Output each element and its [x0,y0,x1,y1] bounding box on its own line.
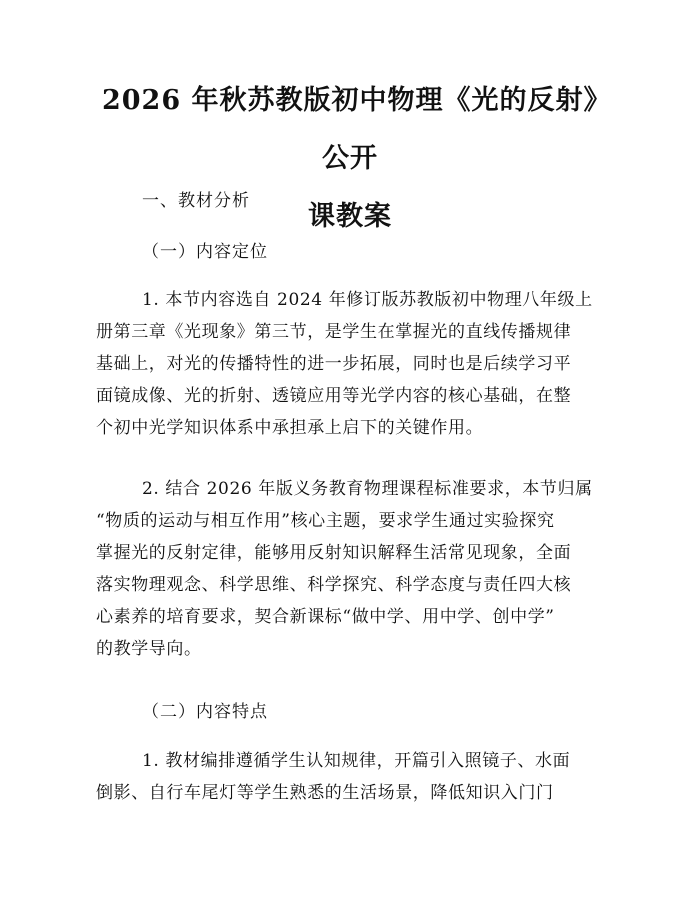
paragraph-2-line: 的教学导向。 [96,639,202,659]
paragraph-3-line: 倒影、自行车尾灯等学生熟悉的生活场景，降低知识入门门 [96,783,554,803]
paragraph-1-line: 基础上，对光的传播特性的进一步拓展，同时也是后续学习平 [96,354,572,374]
paragraph-3-line: 1. 教材编排遵循学生认知规律，开篇引入照镜子、水面 [142,751,571,771]
section-heading-textbook-analysis: 一、教材分析 [142,191,250,211]
title-line-2: 课教案 [308,201,392,232]
paragraph-3 [96,745,606,809]
paragraph-1 [96,284,606,444]
paragraph-2-line: 2. 结合 2026 年版义务教育物理课程标准要求，本节归属 [142,479,593,499]
paragraph-1-line: 个初中光学知识体系中承担承上启下的关键作用。 [96,418,484,438]
paragraph-1-line: 面镜成像、光的折射、透镜应用等光学内容的核心基础，在整 [96,386,572,406]
paragraph-2-line: 掌握光的反射定律，能够用反射知识解释生活常见现象，全面 [96,543,572,563]
paragraph-1-line: 1. 本节内容选自 2024 年修订版苏教版初中物理八年级上 [142,290,593,310]
paragraph-2 [96,473,606,665]
document-title [96,72,604,246]
paragraph-2-line: “物质的运动与相互作用”核心主题，要求学生通过实验探究 [96,511,555,531]
paragraph-1-line: 册第三章《光现象》第三节，是学生在掌握光的直线传播规律 [96,322,572,342]
paragraph-2-line: 落实物理观念、科学思维、科学探究、科学态度与责任四大核 [96,575,572,595]
subsection-heading-content-positioning: （一）内容定位 [142,242,268,262]
paragraph-2-line: 心素养的培育要求，契合新课标“做中学、用中学、创中学” [96,607,555,627]
subsection-heading-content-features: （二）内容特点 [142,702,268,722]
title-line-1: 2026 年秋苏教版初中物理《光的反射》公开 [101,85,599,174]
